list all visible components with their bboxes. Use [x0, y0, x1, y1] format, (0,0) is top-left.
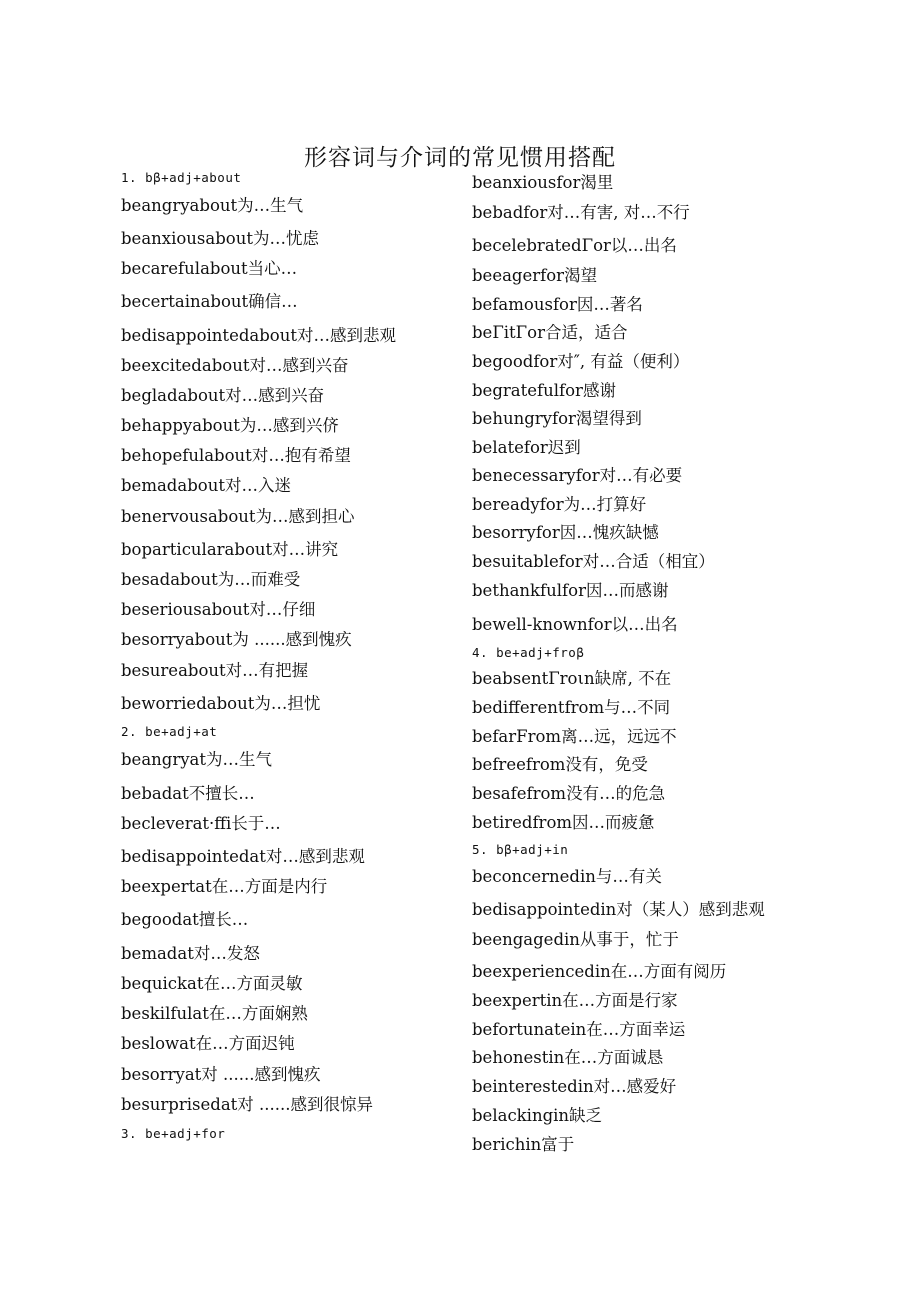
phrase-entry: begoodat擅长…: [121, 910, 249, 929]
phrase-entry: beexpertat在…方面是内行: [121, 877, 328, 896]
phrase-entry: beskilfulat在…方面娴熟: [121, 1004, 308, 1023]
phrase-entry: beΓitΓor合适，适合: [472, 323, 628, 342]
phrase-entry: beinterestedin对…感爱好: [472, 1077, 677, 1096]
phrase-entry: beexperiencedin在…方面有阅历: [472, 962, 727, 981]
phrase-entry: bedisappointedin对（某人）感到悲观: [472, 900, 765, 919]
phrase-entry: beslowat在…方面迟钝: [121, 1034, 295, 1053]
section-heading: 1. bβ+adj+about: [121, 170, 242, 185]
phrase-entry: befortunatein在…方面幸运: [472, 1020, 686, 1039]
phrase-entry: befarFrom离…远，远远不: [472, 727, 677, 746]
page-title: 形容词与介词的常见惯用搭配: [304, 145, 616, 171]
phrase-entry: befreefrom没有，免受: [472, 755, 648, 774]
phrase-entry: beeagerfor渴望: [472, 266, 598, 285]
phrase-entry: bethankfulfor因…而感谢: [472, 581, 669, 600]
phrase-entry: bereadyfor为…打算好: [472, 495, 647, 514]
phrase-entry: bewell-knownfor以…出名: [472, 615, 678, 634]
phrase-entry: besadabout为…而难受: [121, 570, 301, 589]
phrase-entry: bebadat不擅长…: [121, 784, 255, 803]
phrase-entry: bedifferentfrom与…不同: [472, 698, 671, 717]
section-heading: 4. be+adj+froβ: [472, 645, 585, 660]
phrase-entry: belatefor迟到: [472, 438, 581, 457]
phrase-entry: begoodfor对″, 有益（便利）: [472, 352, 690, 371]
phrase-entry: besureabout对…有把握: [121, 661, 309, 680]
phrase-entry: beworriedabout为…担忧: [121, 694, 321, 713]
section-heading: 3. be+adj+for: [121, 1126, 226, 1141]
phrase-entry: bequickat在…方面灵敏: [121, 974, 303, 993]
phrase-entry: bemadat对…发怒: [121, 944, 260, 963]
phrase-entry: behungryfor渴望得到: [472, 409, 642, 428]
phrase-entry: besorryabout为 ......感到愧疚: [121, 630, 352, 649]
section-heading: 2. be+adj+at: [121, 724, 218, 739]
phrase-entry: behopefulabout对…抱有希望: [121, 446, 351, 465]
phrase-entry: besuitablefor对…合适（相宜）: [472, 552, 715, 571]
phrase-entry: beconcernedin与…有关: [472, 867, 662, 886]
phrase-entry: beexpertin在…方面是行家: [472, 991, 678, 1010]
phrase-entry: bemadabout对…入迷: [121, 476, 291, 495]
phrase-entry: begladabout对…感到兴奋: [121, 386, 325, 405]
phrase-entry: beangryat为…生气: [121, 750, 273, 769]
phrase-entry: benecessaryfor对…有必要: [472, 466, 683, 485]
phrase-entry: beexcitedabout对…感到兴奋: [121, 356, 349, 375]
phrase-entry: bedisappointedabout对…感到悲观: [121, 326, 396, 345]
phrase-entry: boparticularabout对…讲究: [121, 540, 339, 559]
phrase-entry: behonestin在…方面诚恳: [472, 1048, 664, 1067]
phrase-entry: besorryfor因…愧疚缺憾: [472, 523, 659, 542]
phrase-entry: becarefulabout当心…: [121, 259, 298, 278]
phrase-entry: becleverat·ffi长于…: [121, 814, 281, 833]
phrase-entry: benervousabout为…感到担心: [121, 507, 355, 526]
section-heading: 5. bβ+adj+in: [472, 842, 569, 857]
phrase-entry: belackingin缺乏: [472, 1106, 603, 1125]
phrase-entry: befamousfor因…著名: [472, 295, 643, 314]
phrase-entry: beanxiousfor渴里: [472, 173, 614, 192]
phrase-entry: berichin富于: [472, 1135, 575, 1154]
phrase-entry: bedisappointedat对…感到悲观: [121, 847, 365, 866]
phrase-entry: beabsentΓroιn缺席, 不在: [472, 669, 672, 688]
phrase-entry: bebadfor对…有害, 对…不行: [472, 203, 690, 222]
phrase-entry: behappyabout为…感到兴侪: [121, 416, 339, 435]
phrase-entry: beseriousabout对…仔细: [121, 600, 316, 619]
phrase-entry: begratefulfor感谢: [472, 381, 616, 400]
phrase-entry: becertainabout确信…: [121, 292, 298, 311]
phrase-entry: besorryat对 ......感到愧疚: [121, 1065, 321, 1084]
phrase-entry: besafefrom没有…的危急: [472, 784, 666, 803]
phrase-entry: besurprisedat对 ......感到很惊异: [121, 1095, 374, 1114]
phrase-entry: beangryabout为…生气: [121, 196, 304, 215]
phrase-entry: beengagedin从事于，忙于: [472, 930, 679, 949]
phrase-entry: betiredfrom因…而疲惫: [472, 813, 655, 832]
phrase-entry: beanxiousabout为…忧虑: [121, 229, 319, 248]
phrase-entry: becelebratedΓor以…出名: [472, 236, 677, 255]
